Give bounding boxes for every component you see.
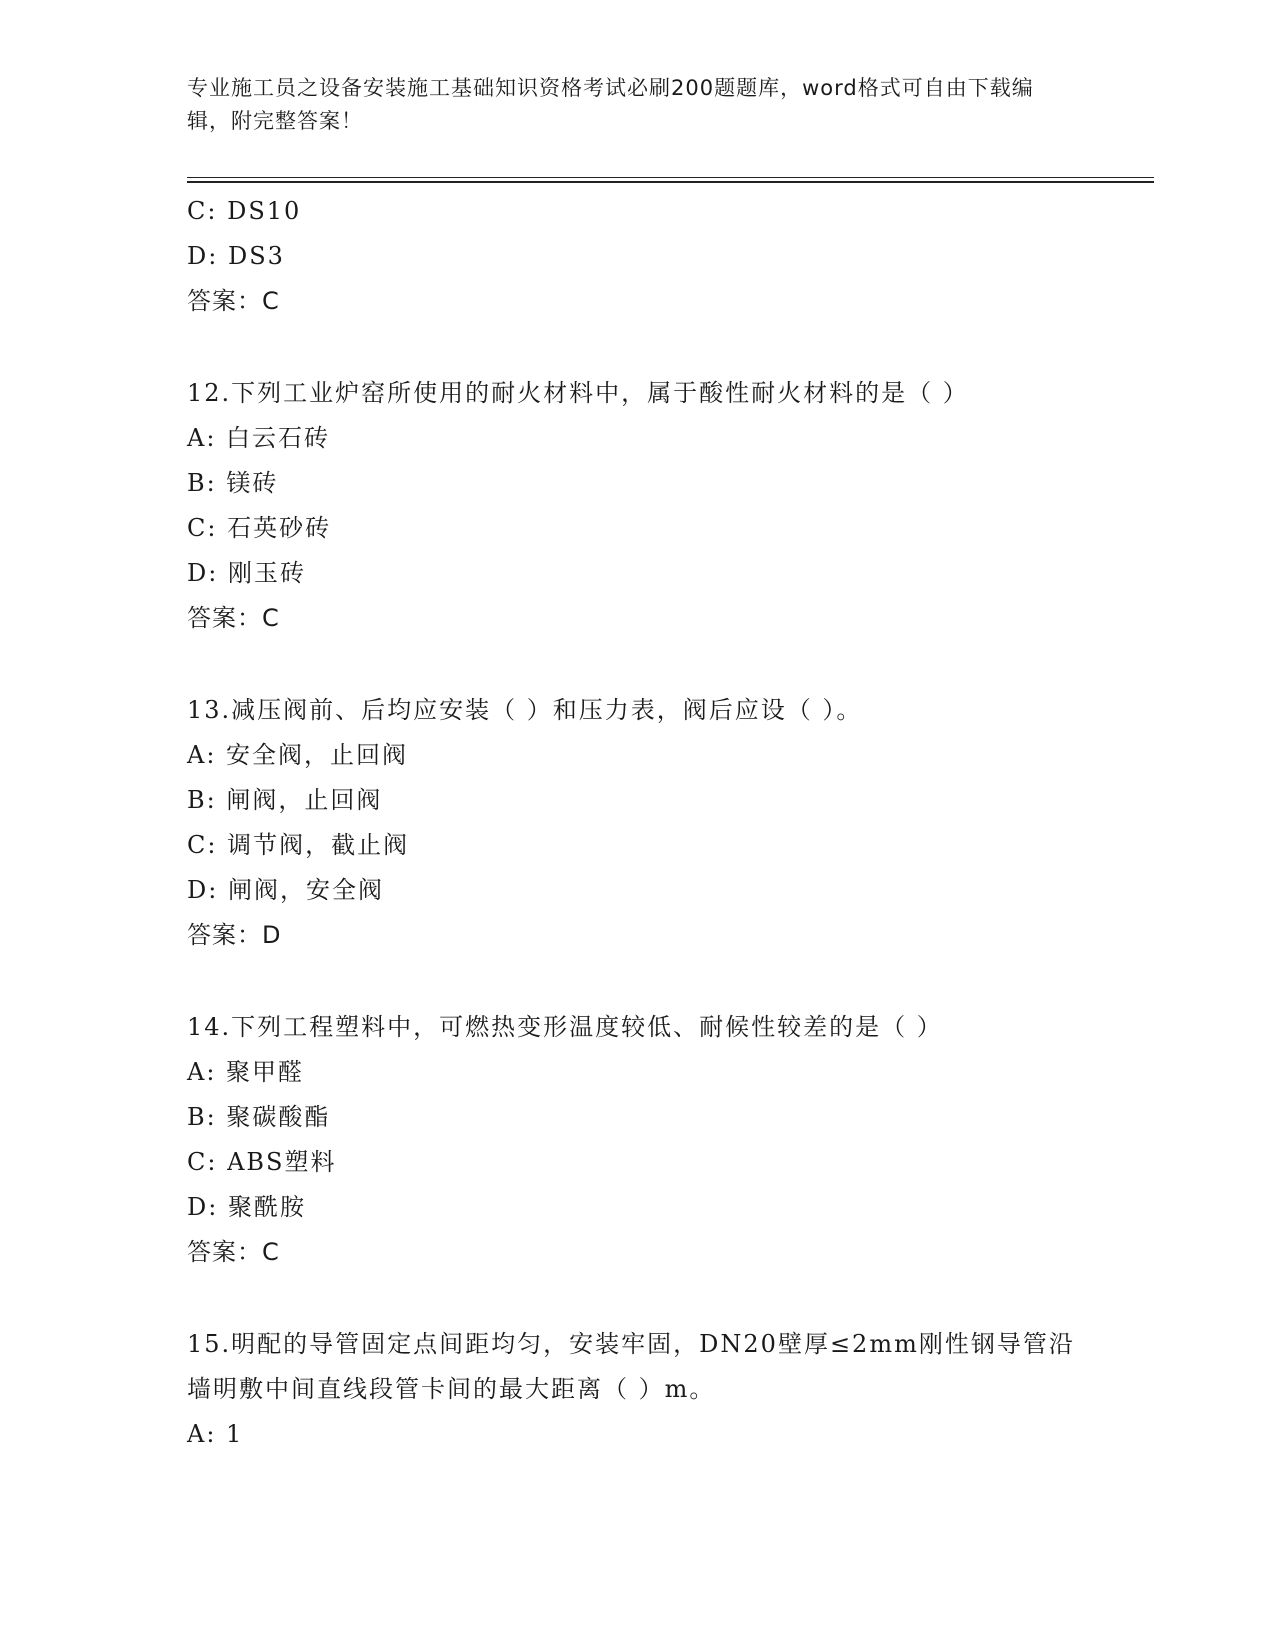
option-line: A: 聚甲醛 <box>187 1058 305 1086</box>
option-line: A: 1 <box>187 1420 244 1448</box>
option-line: C: ABS塑料 <box>187 1148 337 1176</box>
option-line: D: 刚玉砖 <box>187 559 306 587</box>
option-line: B: 闸阀，止回阀 <box>187 786 383 814</box>
header-divider-thin <box>187 177 1154 178</box>
option-line: B: 聚碳酸酯 <box>187 1103 331 1131</box>
question-block <box>187 1322 1154 1457</box>
document-header: 专业施工员之设备安装施工基础知识资格考试必刷200题题库，word格式可自由下载编辑，附完整答案！ <box>187 76 1034 133</box>
question-content <box>187 189 1154 1457</box>
question-block <box>187 688 1154 958</box>
option-line: A: 白云石砖 <box>187 424 331 452</box>
option-line: D: 聚酰胺 <box>187 1193 306 1221</box>
option-line: B: 镁砖 <box>187 469 279 497</box>
answer-line: 答案：C <box>187 287 280 315</box>
question-stem: 13.减压阀前、后均应安装（ ）和压力表，阀后应设（ ）。 <box>187 696 863 724</box>
answer-line: 答案：C <box>187 604 280 632</box>
question-stem: 14.下列工程塑料中，可燃热变形温度较低、耐候性较差的是（ ） <box>187 1013 943 1041</box>
question-stem: 12.下列工业炉窑所使用的耐火材料中，属于酸性耐火材料的是（ ） <box>187 379 969 407</box>
option-line: C: 石英砂砖 <box>187 514 332 542</box>
option-line: A: 安全阀，止回阀 <box>187 741 409 769</box>
header-divider-thick <box>187 181 1154 183</box>
option-line: C: 调节阀，截止阀 <box>187 831 410 859</box>
option-line: D: DS3 <box>187 242 285 270</box>
question-block <box>187 1005 1154 1275</box>
option-line: D: 闸阀，安全阀 <box>187 876 384 904</box>
answer-line: 答案：D <box>187 921 282 949</box>
option-line: C: DS10 <box>187 197 302 225</box>
question-stem: 15.明配的导管固定点间距均匀，安装牢固，DN20壁厚≤2mm刚性钢导管沿墙明敷中间直线段管卡间的最大距离（ ）m。 <box>187 1330 1075 1403</box>
answer-line: 答案：C <box>187 1238 280 1266</box>
question-block <box>187 371 1154 641</box>
